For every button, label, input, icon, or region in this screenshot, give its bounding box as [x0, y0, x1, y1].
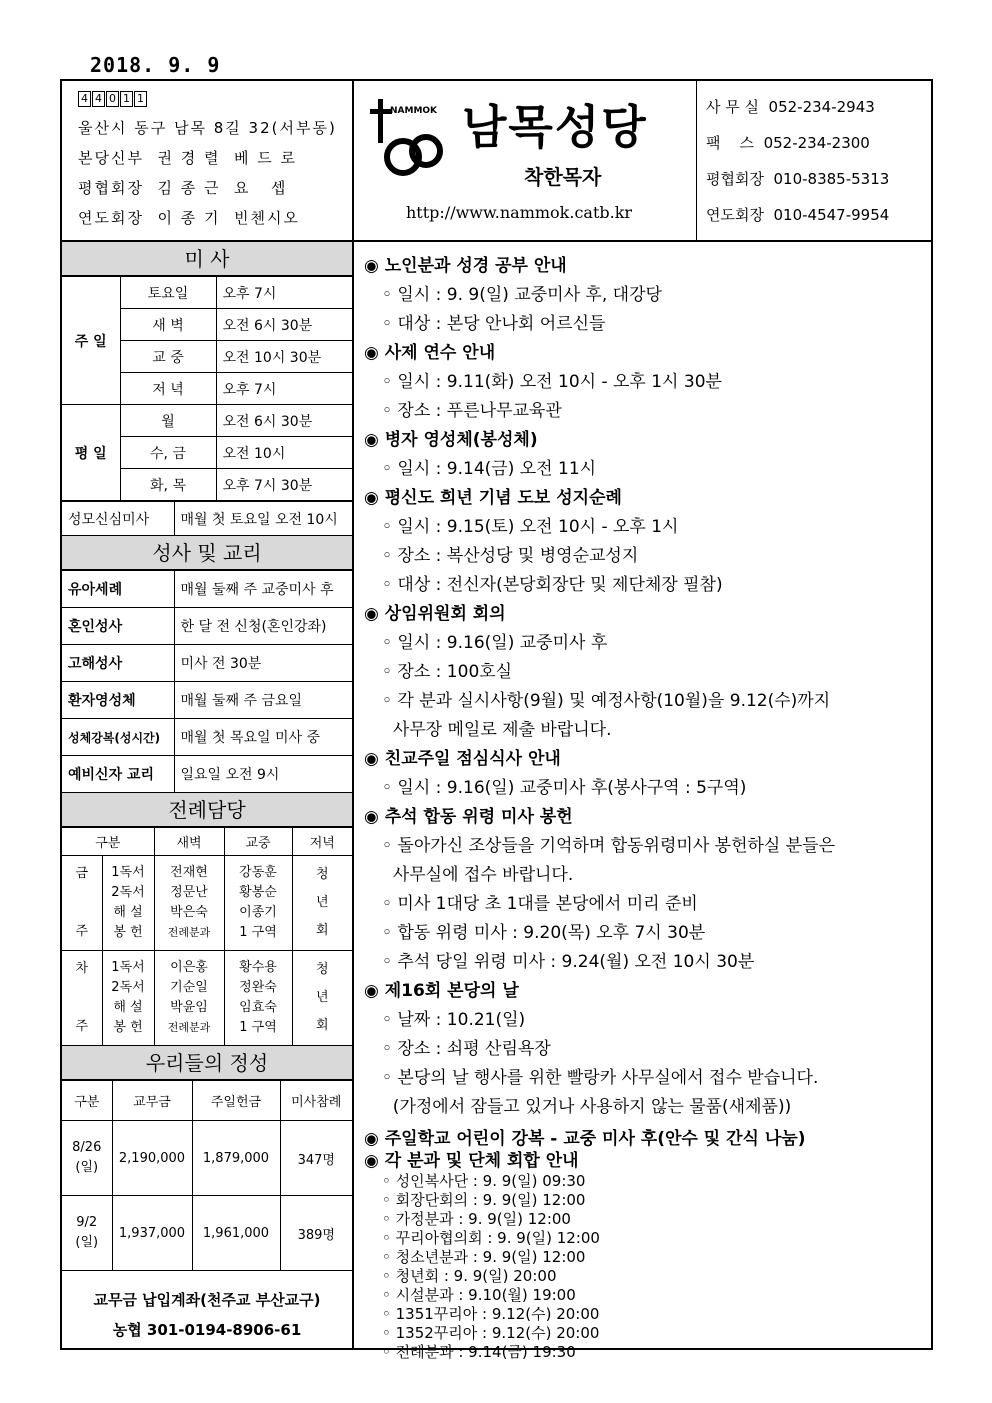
contact-council: 평협회장 010-8385-5313: [706, 170, 890, 188]
notice-line: ◦ 합동 위령 미사 : 9.20(목) 오후 7시 30분: [382, 923, 706, 943]
liturgy-roles: 1독서 2독서 해 설 봉 헌: [102, 856, 154, 951]
left-column: [62, 242, 354, 1350]
meeting-line: ◦ 청소년분과 : 9. 9(일) 12:00: [382, 1248, 586, 1266]
notice-line: ◦ 일시 : 9. 9(일) 교중미사 후, 대강당: [382, 285, 662, 305]
meeting-line: ◦ 회장단회의 : 9. 9(일) 12:00: [382, 1191, 586, 1209]
notice-4: [364, 484, 931, 600]
liturgy-main: 강동훈 황봉순 이종기 1 구역: [224, 856, 292, 951]
notice-line: ◦ 장소 : 쇠평 산림욕장: [382, 1039, 551, 1059]
offering-date: 9/2 (일): [62, 1196, 112, 1271]
zip-code: [78, 91, 352, 107]
notice-5: [364, 600, 931, 745]
notice-line: ◦ 대상 : 전신자(본당회장단 및 제단체장 필참): [382, 575, 723, 595]
offering-sunday: 1,961,000: [192, 1196, 280, 1271]
contact-office: 사 무 실 052-234-2943: [706, 98, 875, 116]
notice-line: ◦ 일시 : 9.14(금) 오전 11시: [382, 459, 597, 479]
liturgy-table: [62, 827, 352, 1046]
zip-digit: 4: [78, 91, 91, 107]
council-line: 평협회장 김 종 근 요 셉: [78, 179, 288, 197]
mass-slot: 교 중: [120, 341, 216, 373]
sacrament-time: 매월 둘째 주 금요일: [174, 682, 352, 719]
table-row: [62, 277, 352, 309]
zip-digit: 4: [92, 91, 105, 107]
mass-time: 오전 6시 30분: [216, 309, 352, 341]
notice-line: ◦ 날짜 : 10.21(일): [382, 1010, 526, 1030]
notice-title: ◉ 사제 연수 안내: [364, 343, 496, 363]
mass-slot: 새 벽: [120, 309, 216, 341]
notice-title: ◉ 노인분과 성경 공부 안내: [364, 256, 567, 276]
zip-digit: 1: [134, 91, 147, 107]
notice-title: ◉ 병자 영성체(봉성체): [364, 430, 538, 450]
notice-title: ◉ 제16회 본당의 날: [364, 981, 519, 1001]
liturgy-evening: 청 년 회: [292, 951, 352, 1046]
notice-title: ◉ 추석 합동 위령 미사 봉헌: [364, 807, 573, 827]
meeting-line: ◦ 성인복사단 : 9. 9(일) 09:30: [382, 1172, 586, 1190]
liturgy-header: 저녁: [292, 828, 352, 856]
church-logo-icon: [368, 97, 448, 181]
sacrament-time: 일요일 오전 9시: [174, 756, 352, 793]
meeting-line: ◦ 가정분과 : 9. 9(일) 12:00: [382, 1210, 571, 1228]
special-mass-label: 성모신심미사: [62, 502, 174, 536]
contact-fax: 팩 스 052-234-2300: [706, 134, 870, 152]
address: 울산시 동구 남목 8길 32(서부동): [78, 119, 337, 137]
notice-line: ◦ 일시 : 9.16(일) 교중미사 후: [382, 633, 608, 653]
sacrament-time: 매월 둘째 주 교중미사 후: [174, 571, 352, 608]
offering-header: 미사참례: [280, 1081, 352, 1121]
header-title: [354, 81, 697, 240]
offering-header: 주일헌금: [192, 1081, 280, 1121]
liturgy-header: 새벽: [154, 828, 224, 856]
sunday-label: 주 일: [62, 277, 120, 405]
meeting-line: ◦ 1352꾸리아 : 9.12(수) 20:00: [382, 1324, 600, 1342]
sacrament-name: 혼인성사: [62, 608, 174, 645]
header-contacts: [698, 81, 931, 240]
meeting-line: ◦ 꾸리아협의회 : 9. 9(일) 12:00: [382, 1229, 600, 1247]
liturgy-title: 전례담당: [62, 793, 352, 827]
notice-line: ◦ 추석 당일 위령 미사 : 9.24(월) 오전 10시 30분: [382, 952, 755, 972]
notice-6: [364, 745, 931, 803]
liturgy-main: 황수용 정완숙 임효숙 1 구역: [224, 951, 292, 1046]
sacrament-time: 한 달 전 신청(혼인강좌): [174, 608, 352, 645]
mass-time: 오전 10시 30분: [216, 341, 352, 373]
table-row: [62, 1121, 352, 1196]
sacrament-name: 성체강복(성시간): [62, 719, 174, 756]
table-row: [62, 571, 352, 608]
contact-funeral: 연도회장 010-4547-9954: [706, 206, 890, 224]
notice-line: ◦ 대상 : 본당 안나회 어르신들: [382, 314, 606, 334]
liturgy-header: 구분: [62, 828, 154, 856]
notice-line: ◦ 장소 : 100호실: [382, 662, 513, 682]
special-mass-table: [62, 501, 352, 536]
table-row: [62, 1196, 352, 1271]
liturgy-week-label: 차 주: [62, 951, 102, 1046]
offering-dues: 2,190,000: [112, 1121, 192, 1196]
account-info: [62, 1271, 352, 1345]
meeting-line: ◦ 전례분과 : 9.14(금) 19:30: [382, 1343, 576, 1361]
special-mass-time: 매월 첫 토요일 오전 10시: [174, 502, 352, 536]
meeting-line: ◦ 시설분과 : 9.10(월) 19:00: [382, 1286, 576, 1304]
table-row: [62, 856, 352, 951]
mass-time: 오후 7시: [216, 277, 352, 309]
table-row: [62, 645, 352, 682]
mass-time: 오후 7시: [216, 373, 352, 405]
table-row: [62, 719, 352, 756]
sacrament-name: 유아세례: [62, 571, 174, 608]
liturgy-dawn: 이은홍 기순일 박윤임 전례분과: [154, 951, 224, 1046]
bulletin-frame: [60, 79, 933, 1361]
meeting-line: ◦ 청년회 : 9. 9(일) 20:00: [382, 1267, 557, 1285]
liturgy-evening: 청 년 회: [292, 856, 352, 951]
account-title: 교무금 납입계좌(천주교 부산교구): [93, 1291, 321, 1309]
mass-title: 미 사: [62, 242, 352, 276]
meeting-line: ◦ 1351꾸리아 : 9.12(수) 20:00: [382, 1305, 600, 1323]
mass-slot: 화, 목: [120, 469, 216, 501]
offering-title: 우리들의 정성: [62, 1046, 352, 1080]
church-name: 남목성당: [462, 100, 648, 154]
notice-title: ◉ 친교주일 점심식사 안내: [364, 749, 561, 769]
notice-line: ◦ 본당의 날 행사를 위한 빨랑카 사무실에서 접수 받습니다.: [382, 1068, 819, 1088]
notice-line: ◦ 미사 1대당 초 1대를 본당에서 미리 준비: [382, 894, 698, 914]
table-row: [62, 608, 352, 645]
notice-line: 사무장 메일로 제출 바랍니다.: [382, 720, 612, 740]
zip-digit: 1: [120, 91, 133, 107]
notice-line: ◦ 일시 : 9.15(토) 오전 10시 - 오후 1시: [382, 517, 679, 537]
liturgy-roles: 1독서 2독서 해 설 봉 헌: [102, 951, 154, 1046]
sacrament-name: 예비신자 교리: [62, 756, 174, 793]
notice-line: ◦ 일시 : 9.11(화) 오전 10시 - 오후 1시 30분: [382, 372, 722, 392]
liturgy-dawn: 전재현 정문난 박은숙 전례분과: [154, 856, 224, 951]
mass-slot: 토요일: [120, 277, 216, 309]
mass-slot: 월: [120, 405, 216, 437]
notice-title: ◉ 평신도 희년 기념 도보 성지순례: [364, 488, 622, 508]
notice-line: ◦ 장소 : 푸른나무교육관: [382, 401, 562, 421]
table-row: [62, 502, 352, 536]
sacraments-title: 성사 및 교리: [62, 536, 352, 570]
notice-3: [364, 426, 931, 484]
sacrament-time: 매월 첫 목요일 미사 중: [174, 719, 352, 756]
offering-header: 구분: [62, 1081, 112, 1121]
notice-line: ◦ 돌아가신 조상들을 기억하며 합동위령미사 봉헌하실 분들은: [382, 836, 835, 856]
website-link[interactable]: http://www.nammok.catb.kr: [406, 203, 633, 222]
header-left: [62, 81, 354, 240]
weekday-label: 평 일: [62, 405, 120, 501]
offering-sunday: 1,879,000: [192, 1121, 280, 1196]
mass-time: 오후 7시 30분: [216, 469, 352, 501]
sacrament-name: 환자영성체: [62, 682, 174, 719]
notice-line: 사무실에 접수 바랍니다.: [382, 865, 574, 885]
notice-title: ◉ 상임위원회 회의: [364, 604, 506, 624]
table-row: [62, 828, 352, 856]
notice-2: [364, 339, 931, 426]
liturgy-header: 교중: [224, 828, 292, 856]
table-row: [62, 682, 352, 719]
notices-column: [356, 242, 931, 1361]
notice-line: ◦ 장소 : 복산성당 및 병영순교성지: [382, 546, 639, 566]
mass-time: 오전 10시: [216, 437, 352, 469]
sacrament-name: 고해성사: [62, 645, 174, 682]
sunday-school-notice: ◉ 주일학교 어린이 강복 - 교중 미사 후(안수 및 간식 나눔): [364, 1129, 806, 1149]
offering-attendance: 347명: [280, 1121, 352, 1196]
table-row: [62, 1081, 352, 1121]
notice-line: (가정에서 잠들고 있거나 사용하지 않는 물품(새제품)): [382, 1097, 792, 1117]
table-row: [62, 405, 352, 437]
motto: 착한목자: [524, 165, 602, 189]
funeral-line: 연도회장 이 종 기 빈첸시오: [78, 209, 300, 227]
pastor-line: 본당신부 권 경 렬 베 드 로: [78, 149, 298, 167]
notice-7: [364, 803, 931, 977]
notice-line: ◦ 각 분과 실시사항(9월) 및 예정사항(10월)을 9.12(수)까지: [382, 691, 831, 711]
mass-table: [62, 276, 352, 501]
liturgy-week-label: 금 주: [62, 856, 102, 951]
offering-attendance: 389명: [280, 1196, 352, 1271]
mass-slot: 저 녁: [120, 373, 216, 405]
mass-slot: 수, 금: [120, 437, 216, 469]
offering-date: 8/26 (일): [62, 1121, 112, 1196]
logo-text: NAMMOK: [390, 106, 438, 116]
table-row: [62, 951, 352, 1046]
zip-digit: 0: [106, 91, 119, 107]
sacraments-table: [62, 570, 352, 793]
notice-1: [364, 252, 931, 339]
offering-table: [62, 1080, 352, 1271]
offering-header: 교무금: [112, 1081, 192, 1121]
header: [62, 81, 931, 242]
bulletin-date: 2018. 9. 9: [90, 53, 221, 77]
mass-time: 오전 6시 30분: [216, 405, 352, 437]
account-number: 농협 301-0194-8906-61: [112, 1321, 302, 1339]
offering-dues: 1,937,000: [112, 1196, 192, 1271]
sacrament-time: 미사 전 30분: [174, 645, 352, 682]
table-row: [62, 756, 352, 793]
notice-line: ◦ 일시 : 9.16(일) 교중미사 후(봉사구역 : 5구역): [382, 778, 747, 798]
meetings-title: ◉ 각 분과 및 단체 회합 안내: [364, 1151, 579, 1171]
notice-8: [364, 977, 931, 1122]
